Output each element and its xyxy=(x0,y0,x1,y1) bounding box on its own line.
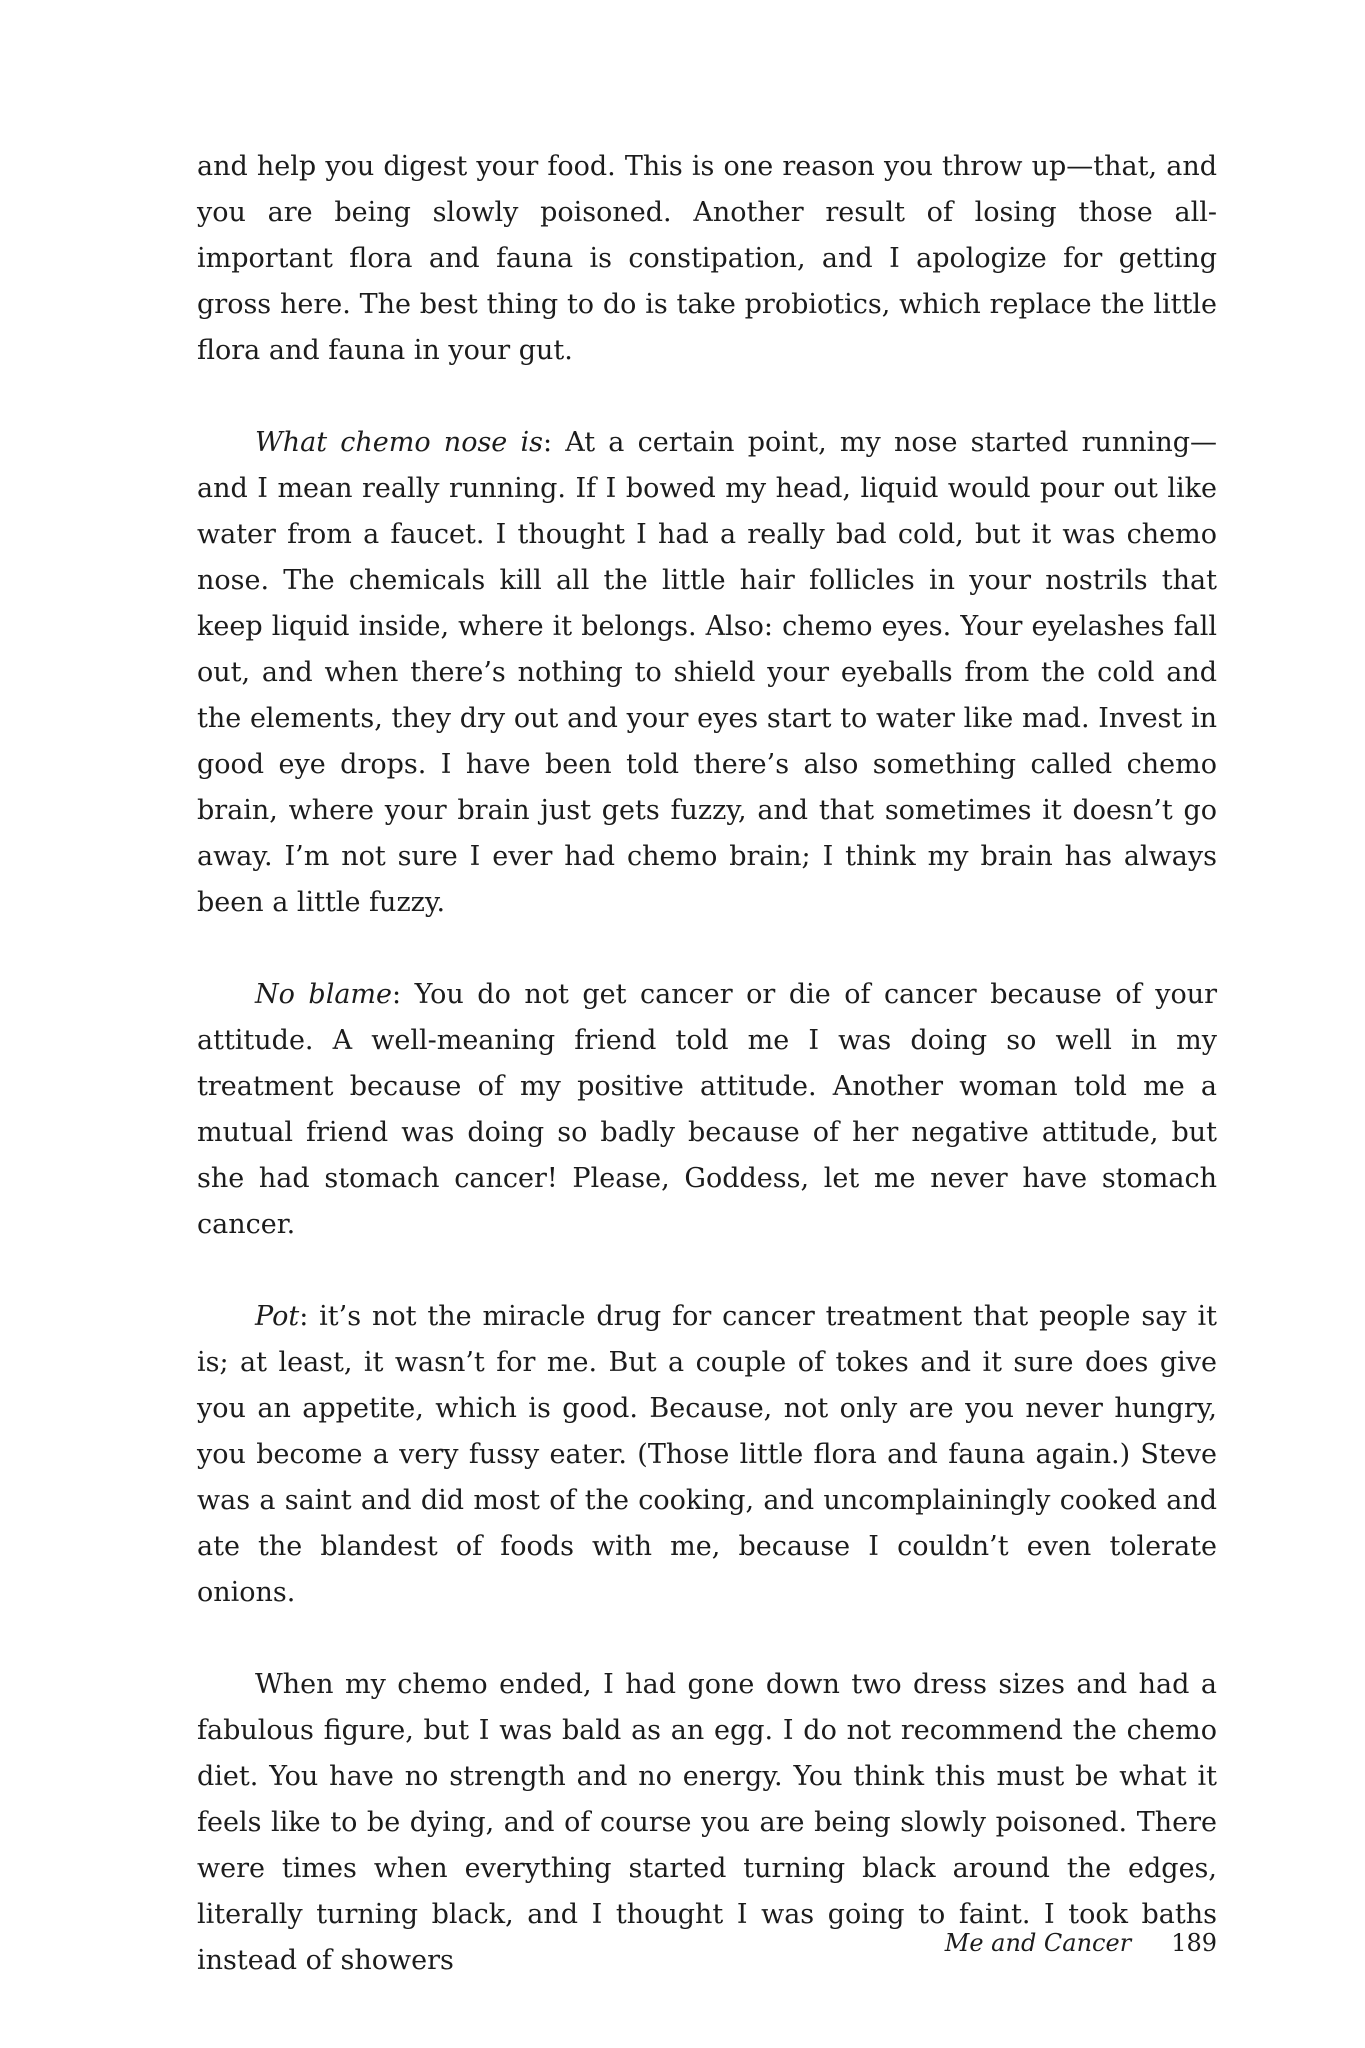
page-body xyxy=(197,144,1217,2030)
running-head: Me and Cancer xyxy=(944,1929,1132,1957)
paragraph-lead: Pot xyxy=(255,1301,300,1332)
paragraph-continuation xyxy=(197,144,1217,374)
page-footer xyxy=(945,1928,1217,1958)
paragraph-text: : it’s not the miracle drug for cancer treatment that people say it is; at least, it wasn’t for me. But a couple of tokes and it sure does give you an appetite, which is good. Because, not only are you never hungry, you become a very fussy eater. (Those little flora and fauna again.) Steve was a saint and did most of the cooking, and uncomplainingly cooked and ate the blandest of foods with me, because I couldn’t even tolerate onions. xyxy=(197,1301,1217,1608)
paragraph-lead: What chemo nose is xyxy=(255,427,543,458)
paragraph-no-blame xyxy=(197,972,1217,1248)
page-number: 189 xyxy=(1171,1929,1217,1957)
paragraph-pot xyxy=(197,1294,1217,1616)
paragraph-lead: No blame xyxy=(255,979,393,1010)
paragraph-chemo-nose xyxy=(197,420,1217,926)
paragraph-text: and help you digest your food. This is one reason you throw up—that, and you are being slowly poisoned. Another result of losing those all-important flora and fauna is constipation, and I apologize for getting gross here. The best thing to do is take probiotics, which replace the little flora and fauna in your gut. xyxy=(197,151,1217,366)
paragraph-text: When my chemo ended, I had gone down two dress sizes and had a fabulous figure, but I was bald as an egg. I do not recommend the chemo diet. You have no strength and no energy. You think this must be what it feels like to be dying, and of course you are being slowly poisoned. There were times when everything started turning black around the edges, literally turning black, and I thought I was going to faint. I took baths instead of showers xyxy=(197,1669,1217,1976)
paragraph-text: : At a certain point, my nose started running—and I mean really running. If I bowed my head, liquid would pour out like water from a faucet. I thought I had a really bad cold, but it was chemo nose. The chemicals kill all the little hair follicles in your nostrils that keep liquid inside, where it belongs. Also: chemo eyes. Your eyelashes fall out, and when there’s nothing to shield your eyeballs from the cold and the elements, they dry out and your eyes start to water like mad. Invest in good eye drops. I have been told there’s also something called chemo brain, where your brain just gets fuzzy, and that sometimes it doesn’t go away. I’m not sure I ever had chemo brain; I think my brain has always been a little fuzzy. xyxy=(197,427,1217,918)
paragraph-text: : You do not get cancer or die of cancer because of your attitude. A well-meaning friend told me I was doing so well in my treatment because of my positive attitude. Another woman told me a mutual friend was doing so badly because of her negative attitude, but she had stomach cancer! Please, Goddess, let me never have stomach cancer. xyxy=(197,979,1218,1240)
